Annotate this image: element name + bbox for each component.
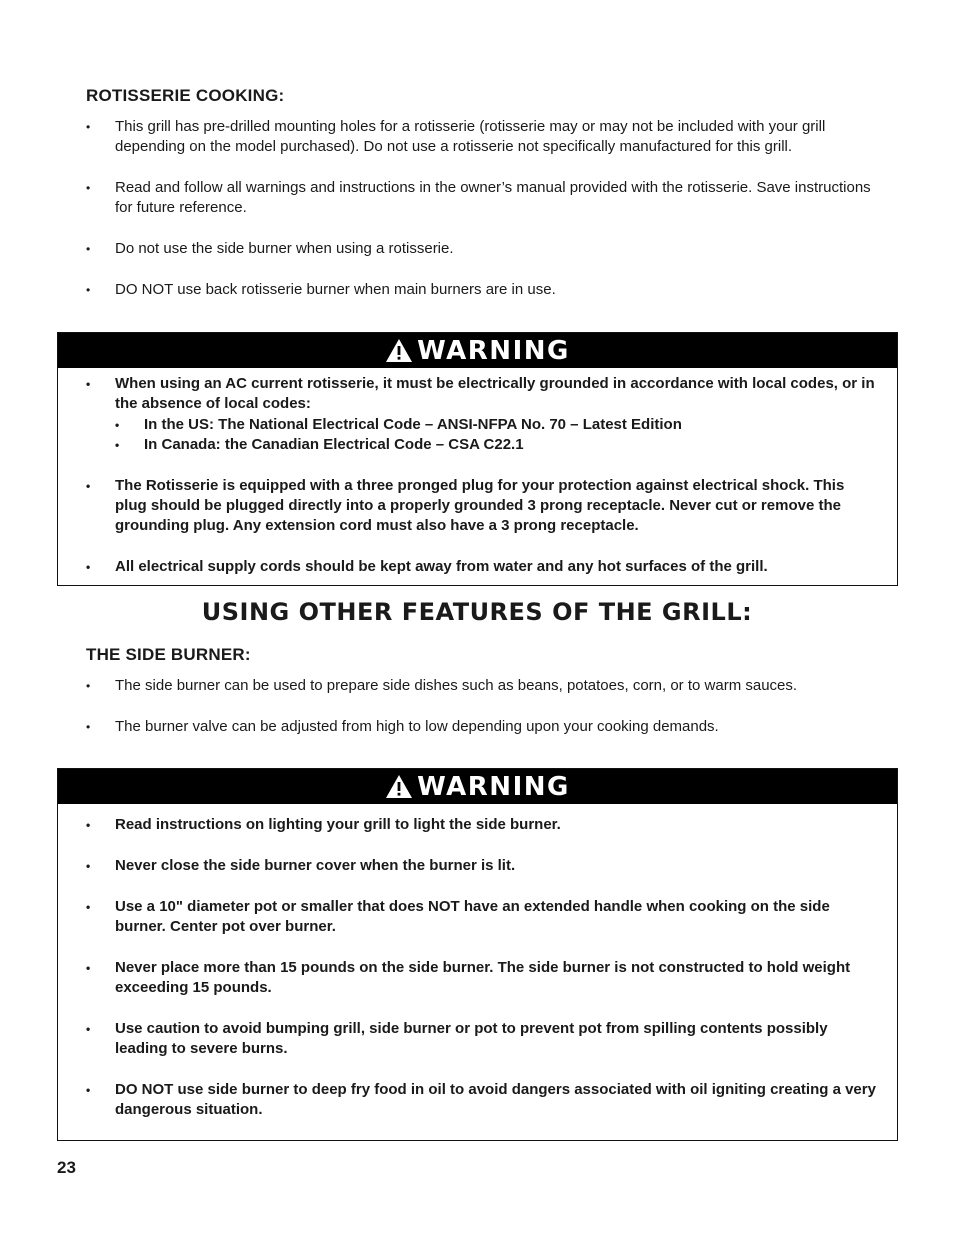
features-heading: USING OTHER FEATURES OF THE GRILL: <box>201 598 753 626</box>
warning-header <box>58 333 897 368</box>
list-item: • The burner valve can be adjusted from high to low depending upon your cooking demands. <box>86 717 719 735</box>
list-item: • Use caution to avoid bumping grill, side burner or pot to prevent pot from spilling contents possibly leading to severe burns. <box>86 1019 828 1058</box>
list-item: • Never close the side burner cover when the burner is lit. <box>86 856 516 874</box>
list-item: • Read instructions on lighting your grill to light the side burner. <box>86 816 561 833</box>
warning-side-burner-list <box>86 815 876 1120</box>
warning-header <box>58 769 897 804</box>
list-item: • All electrical supply cords should be kept away from water and any hot surfaces of the grill. <box>86 558 768 576</box>
list-item: • Do not use the side burner when using a rotisserie. <box>86 240 454 258</box>
list-item: • The Rotisserie is equipped with a three pronged plug for your protection against electrical shock. This plug should be plugged directly into a properly grounded 3 prong receptacle. Never cut or remove the grounding plug. Any extension cord must also have a 3 prong receptacle. <box>86 476 845 535</box>
list-item: • This grill has pre-drilled mounting holes for a rotisserie (rotisserie may or may not be included with your grill depending on the model purchased). Do not use a rotisserie not specifically manufactured for this grill. <box>86 118 826 156</box>
list-item: • In Canada: the Canadian Electrical Code – CSA C22.1 <box>115 435 524 453</box>
list-item: • When using an AC current rotisserie, it must be electrically grounded in accordance with local codes, or in the absence of local codes: • In the US: The National Electrical Code – ANSI-NFPA No. 70 – Latest Edition • In Canada: the Canadian Electrical Code – CSA C22.1 <box>86 374 876 455</box>
rotisserie-list <box>86 117 876 300</box>
list-item: • Use a 10" diameter pot or smaller that does NOT have an extended handle when cooking on the side burner. Center pot over burner. <box>86 897 830 935</box>
warning-rotisserie-list <box>86 374 876 577</box>
page-number: 23 <box>57 1158 76 1177</box>
list-item: • The side burner can be used to prepare side dishes such as beans, potatoes, corn, or to warm sauces. <box>86 677 798 694</box>
warning-label: WARNING <box>417 335 570 366</box>
list-item: • Never place more than 15 pounds on the side burner. The side burner is not constructed to hold weight exceeding 15 pounds. <box>86 958 851 996</box>
side-burner-section-title: THE SIDE BURNER: <box>86 645 251 664</box>
warning-label: WARNING <box>417 771 570 802</box>
rotisserie-section-title: ROTISSERIE COOKING: <box>86 86 285 105</box>
sublist <box>115 415 876 456</box>
list-item: • DO NOT use back rotisserie burner when main burners are in use. <box>86 280 556 298</box>
side-burner-list <box>86 676 876 737</box>
warning-triangle-icon <box>385 774 413 799</box>
warning-triangle-icon <box>385 338 413 363</box>
list-item: • Read and follow all warnings and instructions in the owner’s manual provided with the rotisserie. Save instructions for future reference. <box>86 179 871 217</box>
list-item: • DO NOT use side burner to deep fry food in oil to avoid dangers associated with oil igniting creating a very dangerous situation. <box>86 1080 876 1119</box>
list-item: • In the US: The National Electrical Code – ANSI-NFPA No. 70 – Latest Edition <box>115 415 682 433</box>
